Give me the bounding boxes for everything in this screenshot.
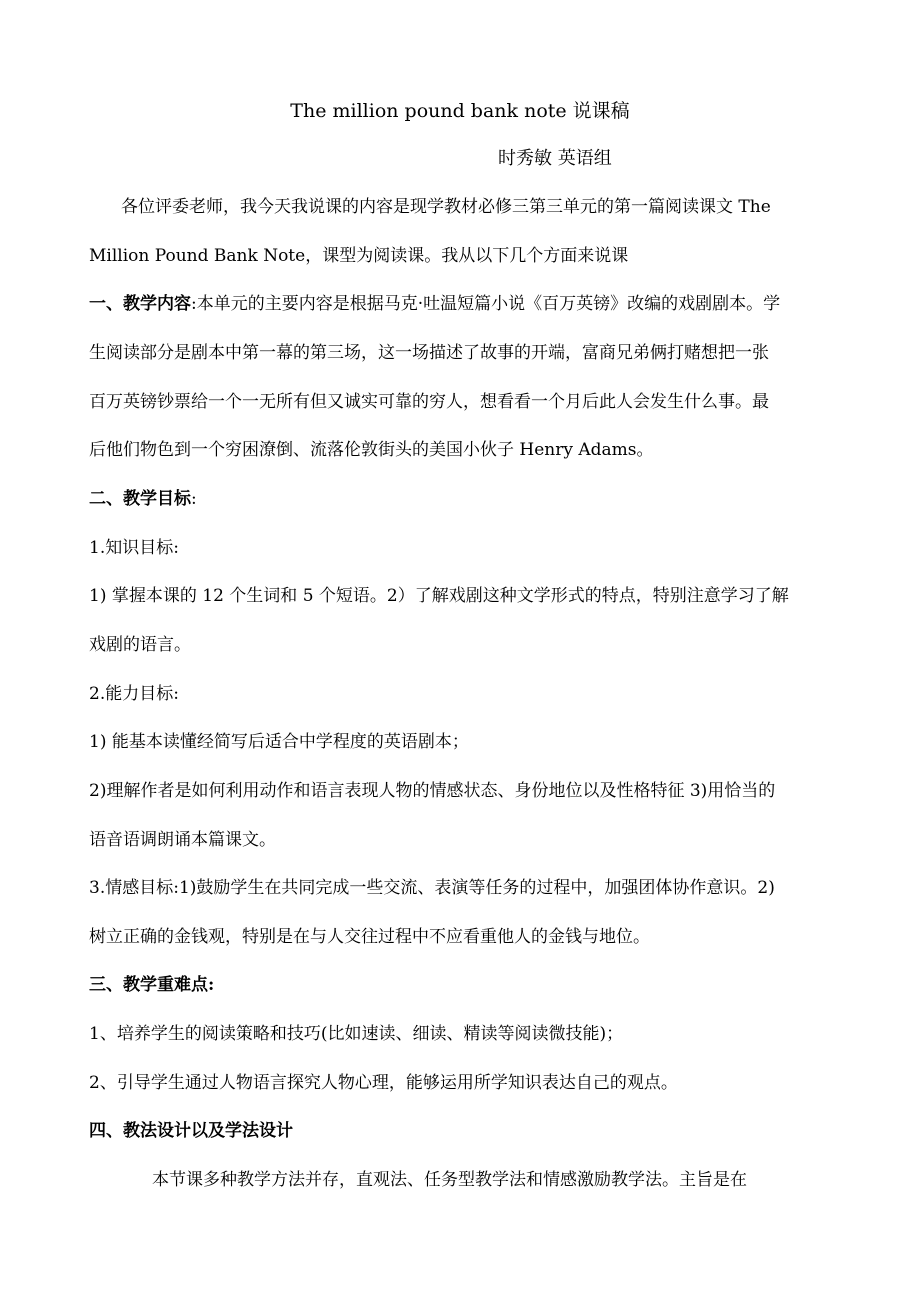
section-1-text: :本单元的主要内容是根据马克·吐温短篇小说《百万英镑》改编的戏剧剧本。学 bbox=[191, 294, 781, 314]
section-4-heading: 四、教法设计以及学法设计 bbox=[89, 1121, 293, 1141]
section-3-item: 1、培养学生的阅读策略和技巧(比如速读、细读、精读等阅读微技能)； bbox=[89, 1024, 624, 1044]
section-2-item: 树立正确的金钱观，特别是在与人交往过程中不应看重他人的金钱与地位。 bbox=[89, 927, 650, 947]
section-2-item: 1) 能基本读懂经简写后适合中学程度的英语剧本； bbox=[89, 732, 469, 752]
section-3-item: 2、引导学生通过人物语言探究人物心理，能够运用所学知识表达自己的观点。 bbox=[89, 1073, 678, 1093]
section-2-item: 1.知识目标: bbox=[89, 538, 179, 558]
section-2-heading: 二、教学目标 bbox=[89, 489, 191, 509]
section-3-heading: 三、教学重难点: bbox=[89, 975, 215, 995]
section-2-item: 语音语调朗诵本篇课文。 bbox=[89, 830, 276, 850]
document-title: The million pound bank note 说课稿 bbox=[290, 100, 630, 122]
section-2-item: 3.情感目标:1)鼓励学生在共同完成一些交流、表演等任务的过程中，加强团体协作意识。2) bbox=[89, 878, 775, 898]
section-1-heading: 一、教学内容 bbox=[89, 294, 191, 314]
section-2-item: 2)理解作者是如何利用动作和语言表现人物的情感状态、身份地位以及性格特征 3)用恰当的 bbox=[89, 781, 776, 801]
section-2-item: 2.能力目标: bbox=[89, 684, 179, 704]
section-2-heading-line bbox=[89, 487, 834, 511]
author-line: 时秀敏 英语组 bbox=[498, 148, 612, 169]
intro-line: Million Pound Bank Note，课型为阅读课。我从以下几个方面来说课 bbox=[89, 246, 629, 266]
section-4-text: 本节课多种教学方法并存，直观法、任务型教学法和情感激励教学法。主旨是在 bbox=[152, 1170, 747, 1190]
section-2-heading-suffix: : bbox=[191, 489, 197, 509]
section-1-text: 后他们物色到一个穷困潦倒、流落伦敦街头的美国小伙子 Henry Adams。 bbox=[89, 440, 654, 460]
intro-line: 各位评委老师，我今天我说课的内容是现学教材必修三第三单元的第一篇阅读课文 The bbox=[121, 197, 771, 217]
section-2-item: 戏剧的语言。 bbox=[89, 635, 191, 655]
section-1-text: 生阅读部分是剧本中第一幕的第三场，这一场描述了故事的开端，富商兄弟俩打赌想把一张 bbox=[89, 343, 769, 363]
section-2-item: 1) 掌握本课的 12 个生词和 5 个短语。2）了解戏剧这种文学形式的特点，特别注意学习了解 bbox=[89, 586, 789, 606]
section-1-paragraph bbox=[89, 292, 834, 316]
section-1-text: 百万英镑钞票给一个一无所有但又诚实可靠的穷人，想看看一个月后此人会发生什么事。最 bbox=[89, 392, 769, 412]
